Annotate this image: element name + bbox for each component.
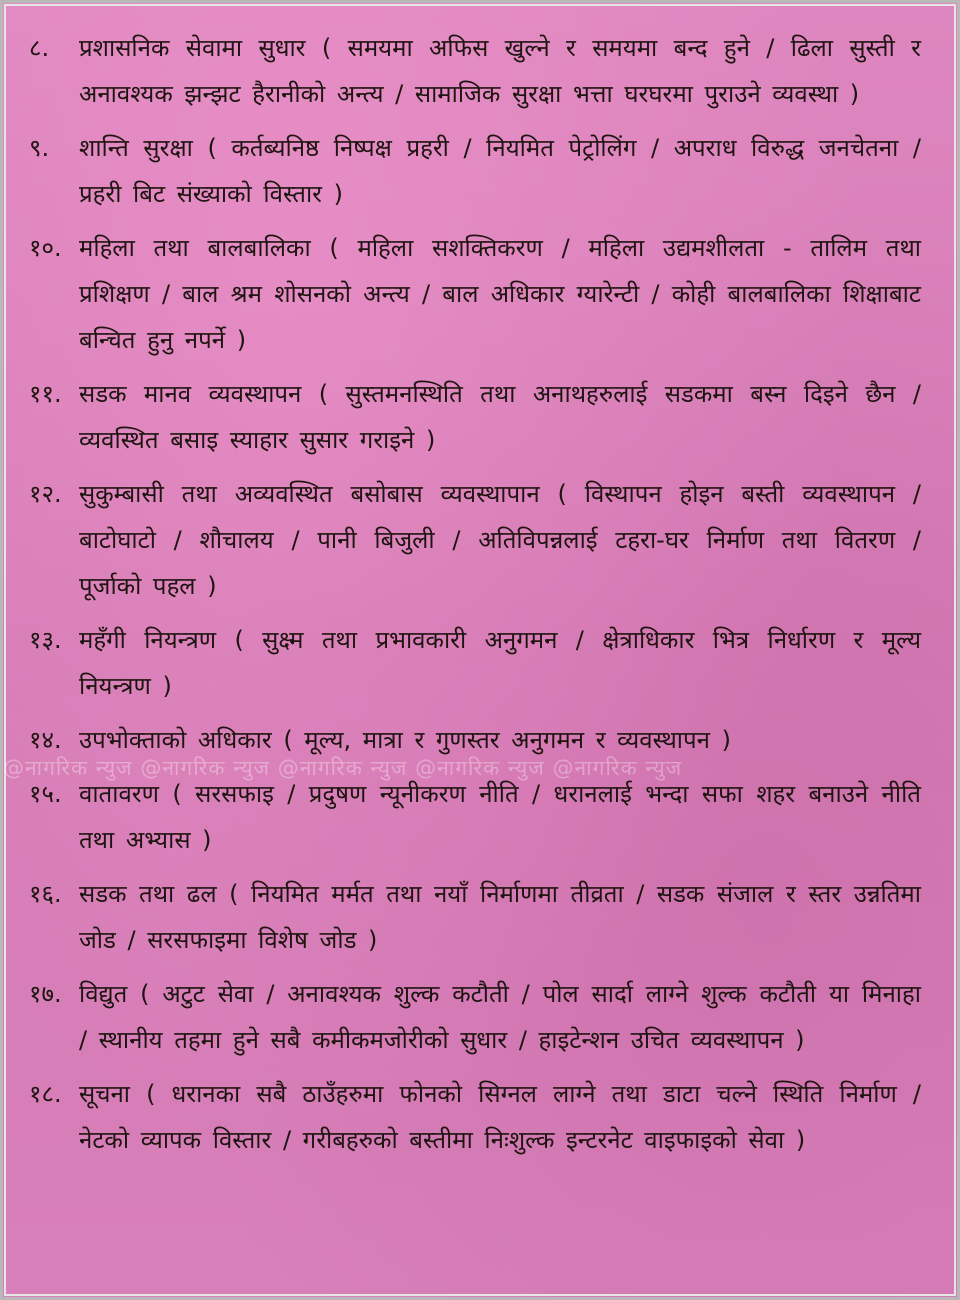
item-text: वातावरण ( सरसफाइ / प्रदुषण न्यूनीकरण नीति / धरानलाई भन्दा सफा शहर बनाउने नीति तथा अभ्यास )	[79, 780, 921, 854]
item-number: १७.	[29, 980, 62, 1008]
list-item	[3, 225, 960, 363]
item-number: १८.	[29, 1080, 62, 1108]
list-item	[3, 617, 960, 709]
list-item	[3, 1071, 960, 1163]
item-text: सुकुम्बासी तथा अव्यवस्थित बसोबास व्यवस्थापान ( विस्थापन होइन बस्ती व्यवस्थापन / बाटोघाटो / शौचालय / पानी बिजुली / अतिविपन्नलाई टहरा-घर निर्माण तथा वितरण / पूर्जाको पहल )	[79, 480, 921, 600]
item-text: सूचना ( धरानका सबै ठाउँहरुमा फोनको सिग्नल लाग्ने तथा डाटा चल्ने स्थिति निर्माण / नेटको व्यापक विस्तार / गरीबहरुको बस्तीमा निःशुल्क इन्टरनेट वाइफाइको सेवा )	[79, 1080, 921, 1154]
list-item	[3, 771, 960, 863]
item-number: १६.	[29, 880, 62, 908]
item-text: महँगी नियन्त्रण ( सुक्ष्म तथा प्रभावकारी अनुगमन / क्षेत्राधिकार भित्र निर्धारण र मूल्य नियन्त्रण )	[79, 626, 921, 700]
watermark: @नागरिक न्युज @नागरिक न्युज @नागरिक न्युज @नागरिक न्युज @नागरिक न्युज	[3, 756, 683, 780]
list-item	[3, 971, 960, 1063]
list-item	[3, 871, 960, 963]
item-text: महिला तथा बालबालिका ( महिला सशक्तिकरण / महिला उद्यमशीलता - तालिम तथा प्रशिक्षण / बाल श्रम शोसनको अन्त्य / बाल अधिकार ग्यारेन्टी / कोही बालबालिका शिक्षाबाट बन्चित हुनु नपर्ने )	[79, 234, 921, 354]
list-item	[3, 471, 960, 609]
item-text: सडक मानव व्यवस्थापन ( सुस्तमनस्थिति तथा अनाथहरुलाई सडकमा बस्न दिइने छैन / व्यवस्थित बसाइ स्याहार सुसार गराइने )	[79, 380, 921, 454]
item-number: ८.	[29, 34, 50, 62]
list-item	[3, 717, 960, 763]
manifesto-list	[3, 25, 960, 1171]
item-text: प्रशासनिक सेवामा सुधार ( समयमा अफिस खुल्ने र समयमा बन्द हुने / ढिला सुस्ती र अनावश्यक झन्झट हैरानीको अन्त्य / सामाजिक सुरक्षा भत्ता घरघरमा पुराउने व्यवस्था )	[79, 34, 921, 108]
item-number: १५.	[29, 780, 62, 808]
item-number: १४.	[29, 726, 62, 754]
item-text: विद्युत ( अटुट सेवा / अनावश्यक शुल्क कटौती / पोल सार्दा लाग्ने शुल्क कटौती या मिनाहा / स्थानीय तहमा हुने सबै कमीकमजोरीको सुधार / हाइटेन्शन उचित व्यवस्थापन )	[79, 980, 921, 1054]
item-number: १०.	[29, 234, 62, 262]
item-number: १२.	[29, 480, 62, 508]
item-text: उपभोक्ताको अधिकार ( मूल्य, मात्रा र गुणस्तर अनुगमन र व्यवस्थापन )	[79, 726, 731, 754]
item-text: शान्ति सुरक्षा ( कर्तब्यनिष्ठ निष्पक्ष प्रहरी / नियमित पेट्रोलिंग / अपराध विरुद्ध जनचेतना / प्रहरी बिट संख्याको विस्तार )	[79, 134, 921, 208]
list-item	[3, 371, 960, 463]
item-number: १३.	[29, 626, 62, 654]
item-number: ९.	[29, 134, 50, 162]
list-item	[3, 125, 960, 217]
item-number: ११.	[29, 380, 62, 408]
item-text: सडक तथा ढल ( नियमित मर्मत तथा नयाँ निर्माणमा तीव्रता / सडक संजाल र स्तर उन्नतिमा जोड / सरसफाइमा विशेष जोड )	[79, 880, 921, 954]
list-item	[3, 25, 960, 117]
